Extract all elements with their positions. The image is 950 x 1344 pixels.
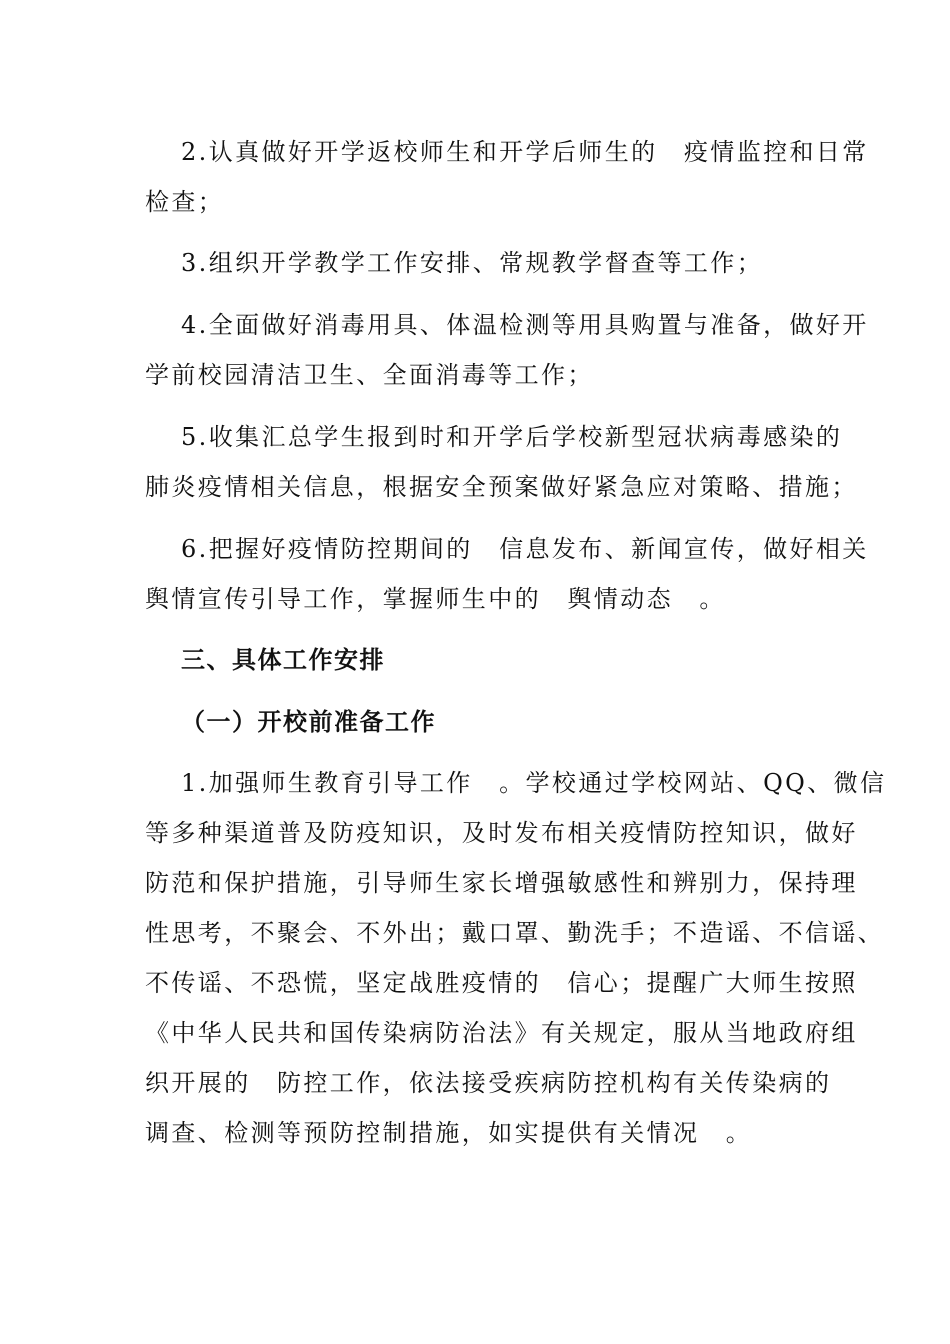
section-heading: 三、具体工作安排 (181, 646, 385, 674)
item-1-line-8: 调查、检测等预防控制措施，如实提供有关情况 。 (145, 1119, 753, 1147)
item-1-line-4: 性思考，不聚会、不外出；戴口罩、勤洗手；不造谣、不信谣、 (145, 919, 885, 947)
paragraph-4-line-1: 4.全面做好消毒用具、体温检测等用具购置与准备，做好开 (181, 311, 869, 339)
paragraph-6-line-1: 6.把握好疫情防控期间的 信息发布、新闻宣传，做好相关 (181, 535, 869, 563)
item-1-line-2: 等多种渠道普及防疫知识，及时发布相关疫情防控知识，做好 (145, 819, 858, 847)
paragraph-4-line-2: 学前校园清洁卫生、全面消毒等工作； (145, 361, 594, 389)
item-1-line-7: 织开展的 防控工作，依法接受疾病防控机构有关传染病的 (145, 1069, 832, 1097)
subsection-heading: （一）开校前准备工作 (181, 708, 436, 736)
paragraph-5-line-2: 肺炎疫情相关信息，根据安全预案做好紧急应对策略、措施； (145, 473, 858, 501)
paragraph-6-line-2: 舆情宣传引导工作，掌握师生中的 舆情动态 。 (145, 585, 726, 613)
paragraph-2-line-1: 2.认真做好开学返校师生和开学后师生的 疫情监控和日常 (181, 138, 869, 166)
paragraph-5-line-1: 5.收集汇总学生报到时和开学后学校新型冠状病毒感染的 (181, 423, 843, 451)
item-1-line-3: 防范和保护措施，引导师生家长增强敏感性和辨别力，保持理 (145, 869, 858, 897)
item-1-line-6: 《中华人民共和国传染病防治法》有关规定，服从当地政府组 (145, 1019, 858, 1047)
paragraph-3-line-1: 3.组织开学教学工作安排、常规教学督查等工作； (181, 249, 764, 277)
item-1-line-1: 1.加强师生教育引导工作 。学校通过学校网站、QQ、微信 (181, 769, 887, 797)
item-1-line-5: 不传谣、不恐慌，坚定战胜疫情的 信心；提醒广大师生按照 (145, 969, 858, 997)
paragraph-2-line-2: 检查； (145, 188, 225, 216)
